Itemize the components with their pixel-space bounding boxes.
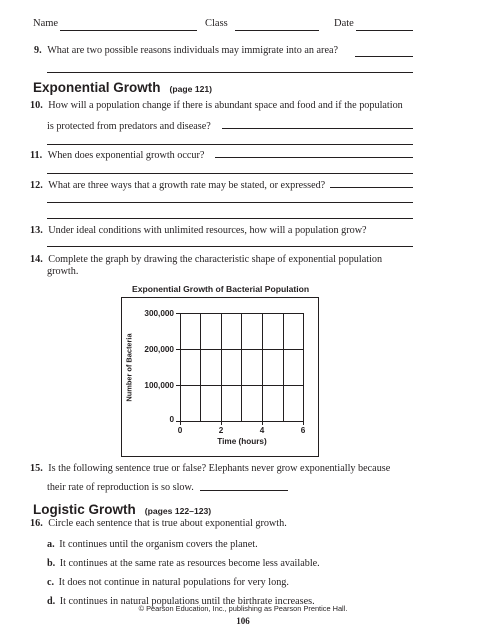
grid-line [241,313,242,421]
question-text: Complete the graph by drawing the characteristic shape of exponential population [48,254,383,265]
option-text: It continues at the same rate as resources become less available. [59,558,320,569]
question-number: 10. [30,100,43,111]
grid-line [262,313,263,421]
class-label: Class [205,18,228,29]
question-number: 14. [30,254,43,265]
x-tick-mark [180,421,181,425]
question-15-line2: their rate of reproduction is so slow. [47,482,194,493]
y-tick-label: 300,000 [144,309,174,318]
grid-line [180,385,303,386]
option-a[interactable] [47,539,258,551]
section-page: (page 121) [169,84,213,94]
section-page: (pages 122–123) [144,506,212,516]
y-tick-label: 100,000 [144,381,174,390]
option-letter: d. [47,596,56,607]
answer-line[interactable] [47,246,413,247]
x-tick-mark [303,421,304,425]
question-text: How will a population change if there is abundant space and food and if the population [48,100,403,111]
option-b[interactable] [47,558,320,570]
x-tick-label: 0 [177,426,183,435]
y-axis-label: Number of Bacteria [124,333,134,402]
grid-line [180,349,303,350]
page-number: 106 [236,616,250,626]
option-letter: b. [47,558,56,569]
answer-line[interactable] [330,187,413,188]
class-blank[interactable] [235,30,319,31]
name-blank[interactable] [60,30,197,31]
answer-line[interactable] [215,157,413,158]
question-text: What are two possible reasons individuals may immigrate into an area? [47,45,339,56]
x-tick-mark [262,421,263,425]
grid-line [283,313,284,421]
question-number: 16. [30,518,43,529]
name-label: Name [33,18,59,29]
question-number: 11. [30,150,43,161]
answer-line[interactable] [47,144,413,145]
question-text: What are three ways that a growth rate may be stated, or expressed? [48,180,326,191]
grid-line [180,313,181,421]
option-letter: a. [47,539,55,550]
grid-line [200,313,201,421]
grid-line [180,313,303,314]
date-blank[interactable] [356,30,413,31]
option-letter: c. [47,577,55,588]
answer-line[interactable] [47,72,413,73]
section-heading-exponential-growth [33,80,212,95]
x-tick-mark [221,421,222,425]
answer-line[interactable] [222,128,413,129]
grid-line [180,421,303,422]
question-14 [30,254,382,266]
question-text: Is the following sentence true or false? Elephants never grow exponentially because [48,463,391,474]
section-title: Logistic Growth [33,502,136,517]
x-tick-label: 2 [218,426,224,435]
option-c[interactable] [47,577,289,589]
x-tick-label: 4 [259,426,265,435]
question-text: Circle each sentence that is true about exponential growth. [48,518,287,529]
question-number: 12. [30,180,43,191]
footer-copyright: © Pearson Education, Inc., publishing as Pearson Prentice Hall. [138,604,348,613]
grid-line [221,313,222,421]
question-11 [30,150,204,162]
y-tick-mark [176,385,180,386]
question-15 [30,463,390,475]
question-number: 13. [30,225,43,236]
answer-line[interactable] [355,56,413,57]
chart-title: Exponential Growth of Bacterial Population [132,284,310,294]
question-number: 15. [30,463,43,474]
answer-line[interactable] [47,173,413,174]
y-tick-mark [176,313,180,314]
question-12 [30,180,325,192]
answer-line[interactable] [200,490,288,491]
option-text: It continues until the organism covers the planet. [59,539,258,550]
question-text: Under ideal conditions with unlimited resources, how will a population grow? [48,225,367,236]
option-text: It continues in natural populations until the birthrate increases. [59,596,315,607]
answer-line[interactable] [47,218,413,219]
answer-line[interactable] [47,202,413,203]
option-text: It does not continue in natural populations for very long. [58,577,289,588]
question-16 [30,518,287,530]
question-number: 9. [34,45,42,56]
question-10 [30,100,403,112]
x-axis-label: Time (hours) [217,437,267,446]
y-tick-label: 200,000 [144,345,174,354]
date-label: Date [334,18,354,29]
question-10-line2: is protected from predators and disease? [47,121,211,132]
x-tick-label: 6 [300,426,306,435]
y-tick-label: 0 [169,415,174,424]
question-13 [30,225,367,237]
question-text: When does exponential growth occur? [47,150,205,161]
grid-line [303,313,304,421]
y-tick-mark [176,349,180,350]
section-title: Exponential Growth [33,80,161,95]
question-9 [34,45,338,57]
section-heading-logistic-growth [33,502,211,517]
question-14-line2: growth. [47,266,79,277]
